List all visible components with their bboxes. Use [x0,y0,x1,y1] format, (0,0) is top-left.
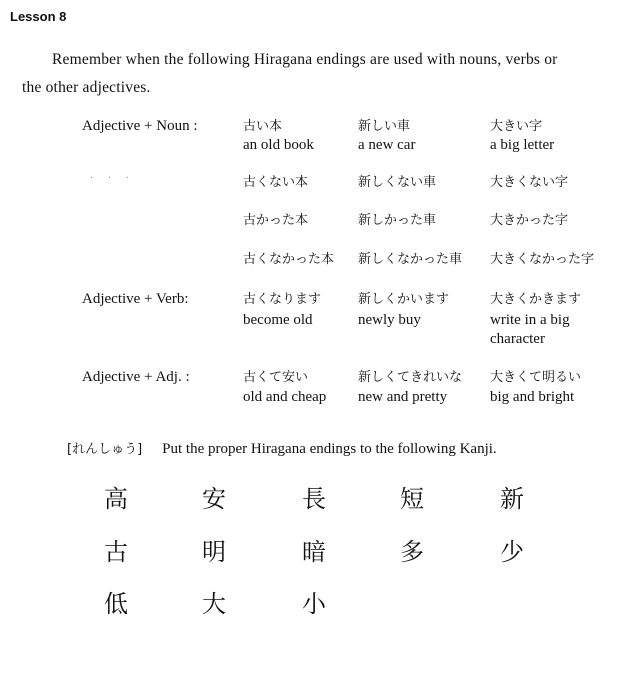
kanji-r2-c5: 少 [500,538,524,566]
noun-r1-en-c3: a big letter [490,137,555,153]
adj-jp-c1: 古くて安い [243,370,309,385]
noun-r2-c3: 大きくない字 [490,175,569,190]
noun-r1-c1: 古い本 [243,119,283,134]
adj-jp-c2: 新しくてきれいな [358,370,463,385]
noun-r1-en-c2: a new car [358,137,416,153]
exercise-text: Put the proper Hiragana endings to the following Kanji. [162,441,497,457]
noun-r2-c2: 新しくない車 [358,175,437,190]
kanji-r1-c4: 短 [400,485,424,513]
kanji-r2-c4: 多 [400,538,424,566]
kanji-r1-c1: 高 [104,485,128,513]
noun-r4-c2: 新しくなかった車 [358,252,463,267]
verb-en-c3: write in a big [490,312,570,328]
verb-jp-c1: 古くなります [243,292,322,307]
exercise-tag: [れんしゅう] [67,442,143,457]
verb-label: Adjective + Verb: [82,291,189,307]
noun-label: Adjective + Noun : [82,118,198,134]
adj-en-c2: new and pretty [358,389,448,405]
adj-jp-c3: 大きくて明るい [490,370,582,385]
noun-r3-c1: 古かった本 [243,213,309,228]
kanji-r1-c3: 長 [302,485,326,513]
kanji-r1-c2: 安 [202,485,226,513]
noun-r1-en-c1: an old book [243,137,314,153]
verb-en-c2: newly buy [358,312,421,328]
noun-r3-c3: 大きかった字 [490,213,569,228]
adj-en-c3: big and bright [490,389,575,405]
lesson-heading: Lesson 8 [10,9,67,24]
scan-speckle: · · · [90,173,135,184]
verb-en-c3-cont: character [490,331,545,347]
noun-r1-c3: 大きい字 [490,119,543,134]
kanji-r3-c3: 小 [302,590,326,618]
exercise-instruction [67,438,497,458]
kanji-r1-c5: 新 [500,485,524,513]
intro-paragraph [22,46,622,102]
verb-jp-c3: 大きくかきます [490,292,582,307]
noun-r2-c1: 古くない本 [243,175,309,190]
intro-line-2: the other adjectives. [22,79,151,96]
kanji-r3-c1: 低 [104,590,128,618]
noun-r3-c2: 新しかった車 [358,213,437,228]
noun-r4-c3: 大きくなかった字 [490,252,595,267]
kanji-r2-c3: 暗 [302,538,326,566]
verb-en-c1: become old [243,312,313,328]
verb-jp-c2: 新しくかいます [358,292,450,307]
adj-en-c1: old and cheap [243,389,327,405]
adj-label: Adjective + Adj. : [82,369,190,385]
intro-line-1: Remember when the following Hiragana endings are used with nouns, verbs or [52,51,558,68]
kanji-r3-c2: 大 [202,590,226,618]
noun-r1-c2: 新しい車 [358,119,411,134]
kanji-r2-c2: 明 [202,538,226,566]
kanji-r2-c1: 古 [104,538,128,566]
noun-r4-c1: 古くなかった本 [243,252,335,267]
